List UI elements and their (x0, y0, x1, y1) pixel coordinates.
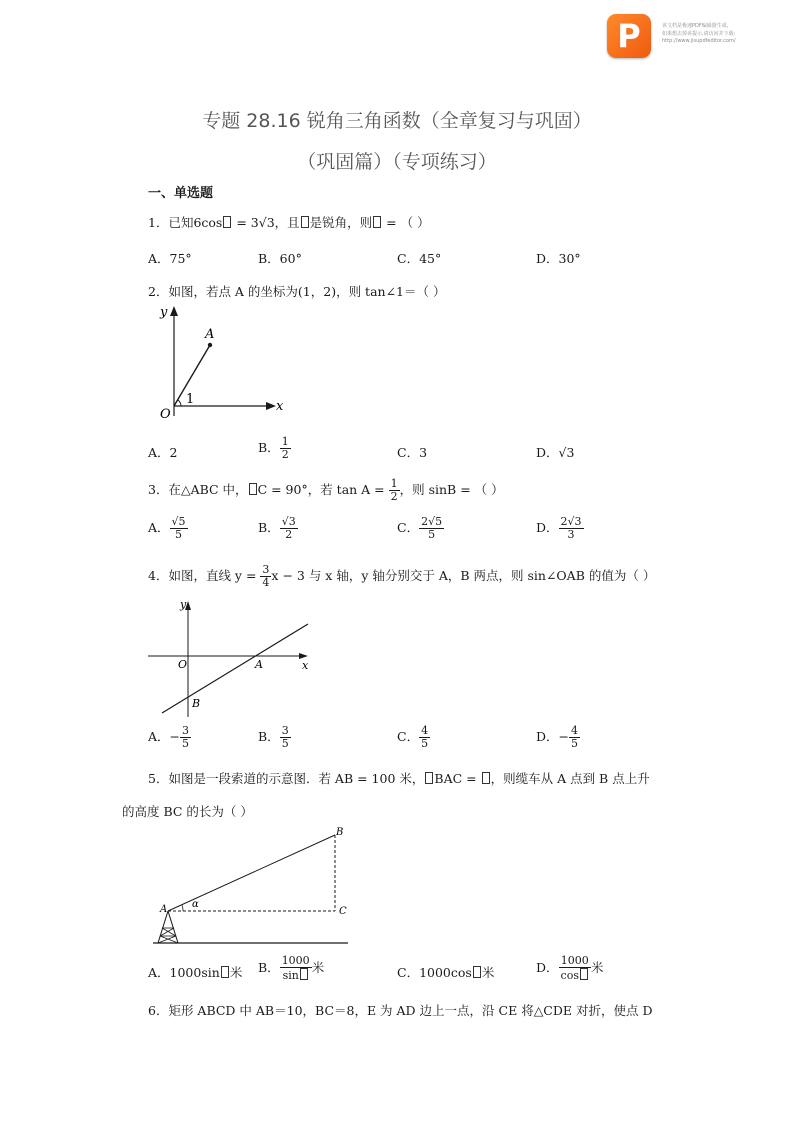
question-4 (148, 564, 655, 589)
q2-option-a[interactable]: A．2 (148, 445, 178, 460)
watermark-line: 如果想去掉该提示,请访问并下载: (662, 31, 736, 37)
q3-option-c[interactable] (397, 516, 444, 541)
option-label: A．− (148, 729, 181, 744)
unit: 米 (481, 965, 495, 980)
q3-option-a[interactable] (148, 516, 188, 541)
fraction (180, 725, 191, 750)
fraction (280, 955, 312, 982)
denominator-text: sin (282, 969, 299, 982)
q4-text-a: 4．如图，直线 y = (148, 568, 261, 583)
denominator-text: cos (560, 969, 579, 982)
fraction (569, 725, 580, 750)
q2-option-c[interactable]: C．3 (397, 445, 428, 460)
q5-point-c-label: C (339, 906, 347, 917)
q1-eq: = 3√3 (232, 215, 275, 230)
fraction (170, 516, 188, 541)
q4-option-c[interactable] (397, 725, 430, 750)
q3-text-a: 3．在△ABC 中， (148, 482, 248, 497)
q5-text-a: 5．如图是一段索道的示意图．若 AB = 100 米， (148, 771, 425, 786)
denominator (280, 968, 312, 982)
section-heading: 一、单选题 (148, 186, 214, 201)
q1-option-c[interactable]: C．45° (397, 251, 442, 266)
option-label: D．− (536, 729, 569, 744)
numerator: 2√3 (560, 515, 582, 528)
question-6: 6．矩形 ABCD 中 AB＝10，BC＝8，E 为 AD 边上一点，沿 CE 将△CDE 对折，使点 D (148, 1003, 653, 1018)
placeholder-box-icon (473, 966, 481, 978)
fraction (280, 725, 291, 750)
option-label: B． (258, 440, 280, 455)
q1-option-d[interactable]: D．30° (536, 251, 581, 266)
q2-point-a-label: A (205, 327, 215, 342)
denominator: 5 (428, 528, 436, 541)
placeholder-box-icon (300, 968, 308, 980)
denominator: 5 (571, 737, 578, 750)
placeholder-box-icon (580, 968, 588, 980)
denominator: 5 (182, 737, 190, 750)
option-label: B． (258, 520, 280, 535)
q4-option-a[interactable] (148, 725, 191, 750)
fraction (419, 725, 430, 750)
q4-y-label: y (180, 598, 187, 611)
numerator: 1000 (281, 954, 310, 967)
fraction (559, 516, 584, 541)
denominator: 4 (262, 576, 270, 589)
denominator: 5 (421, 737, 429, 750)
placeholder-box-icon (249, 483, 257, 495)
q5-angle-label: α (192, 899, 199, 910)
option-label: B． (258, 729, 280, 744)
numerator: 1 (390, 477, 398, 490)
q5-point-b-label: B (336, 827, 344, 838)
q5-option-b[interactable] (258, 955, 324, 982)
q5-figure (148, 822, 353, 950)
q4-x-label: x (302, 659, 309, 672)
q5-option-a[interactable] (148, 963, 242, 981)
fraction (280, 436, 291, 461)
denominator: 3 (567, 528, 575, 541)
denominator: 5 (175, 528, 183, 541)
q4-option-b[interactable] (258, 725, 291, 750)
placeholder-box-icon (223, 216, 231, 228)
q5-option-c[interactable] (397, 963, 494, 981)
q1-expr: 6cos (193, 215, 223, 230)
numerator: 1000 (559, 955, 591, 968)
numerator: 2√5 (421, 515, 443, 528)
fraction (280, 516, 298, 541)
numerator: 3 (262, 563, 270, 576)
numerator: 4 (571, 724, 578, 737)
numerator: √3 (281, 515, 296, 528)
question-3 (148, 478, 504, 503)
fraction (419, 516, 444, 541)
question-5 (148, 769, 650, 787)
option-label: D． (536, 960, 559, 975)
placeholder-box-icon (373, 216, 381, 228)
q5-text-b: BAC = (434, 771, 481, 786)
numerator: 3 (281, 724, 289, 737)
option-label: D． (536, 520, 559, 535)
numerator: 1 (281, 435, 289, 448)
q3-option-b[interactable] (258, 516, 298, 541)
option-text: C．1000cos (397, 965, 472, 980)
denominator: 5 (281, 737, 289, 750)
question-2: 2．如图，若点 A 的坐标为(1，2)，则 tan∠1＝（ ） (148, 284, 446, 299)
unit: 米 (311, 960, 325, 975)
q4-point-a-label: A (255, 658, 263, 671)
numerator: 3 (182, 724, 190, 737)
q2-angle-label: 1 (186, 392, 195, 407)
q1-mid: ，且 (274, 215, 300, 230)
q2-y-label: y (160, 305, 168, 320)
unit: 米 (590, 960, 604, 975)
question-5-line-2: 的高度 BC 的长为（ ） (122, 804, 253, 819)
numerator: √5 (171, 515, 186, 528)
placeholder-box-icon (301, 216, 309, 228)
denominator (559, 968, 591, 982)
q4-point-b-label: B (192, 697, 201, 710)
q2-origin-label: O (160, 407, 171, 422)
q1-option-a[interactable]: A．75° (148, 251, 192, 266)
question-1 (148, 213, 430, 231)
watermark-line: 该文档是极速PDF编辑器生成, (662, 23, 729, 29)
q2-x-label: x (276, 399, 284, 414)
q3-text-b: C = 90°，若 tan A = (257, 482, 389, 497)
option-label: C． (397, 729, 420, 744)
q4-text-b: x − 3 与 x 轴，y 轴分别交于 A，B 两点，则 sin∠OAB 的值为（ ） (271, 568, 656, 583)
q3-option-d[interactable] (536, 516, 584, 541)
option-label: B． (258, 960, 280, 975)
placeholder-box-icon (482, 772, 490, 784)
p-logo-icon: P (617, 17, 641, 55)
q4-option-d[interactable] (536, 725, 580, 750)
placeholder-box-icon (221, 966, 229, 978)
fraction (559, 955, 591, 982)
page-subtitle: （巩固篇）（专项练习） (297, 151, 497, 173)
q2-figure (140, 300, 300, 430)
q1-end: = （ ） (382, 215, 430, 230)
denominator: 2 (390, 490, 398, 503)
unit: 米 (229, 965, 243, 980)
denominator: 2 (281, 448, 289, 461)
page-title: 专题 28.16 锐角三角函数（全章复习与巩固） (202, 110, 592, 132)
numerator: 4 (421, 724, 429, 737)
watermark-url[interactable]: http://www.jisupdfeditor.com/ (662, 38, 736, 44)
q2-option-b[interactable] (258, 436, 291, 461)
q1-mid2: 是锐角，则 (309, 215, 373, 230)
placeholder-box-icon (425, 772, 433, 784)
option-label: A． (148, 520, 170, 535)
app-logo (607, 14, 651, 58)
q1-prefix: 1．已知 (148, 215, 194, 230)
q5-point-a-label: A (160, 904, 168, 915)
q4-origin-label: O (178, 658, 188, 671)
q5-text-c: ，则缆车从 A 点到 B 点上升 (490, 771, 650, 786)
denominator: 2 (285, 528, 293, 541)
option-label: C． (397, 520, 420, 535)
q1-option-b[interactable]: B．60° (258, 251, 302, 266)
q3-text-c: ，则 sinB = （ ） (399, 482, 504, 497)
q2-option-d[interactable]: D．√3 (536, 445, 575, 460)
fraction (260, 564, 271, 589)
q4-figure (140, 595, 320, 725)
q5-option-d[interactable] (536, 955, 603, 982)
fraction (389, 478, 400, 503)
option-text: A．1000sin (148, 965, 220, 980)
